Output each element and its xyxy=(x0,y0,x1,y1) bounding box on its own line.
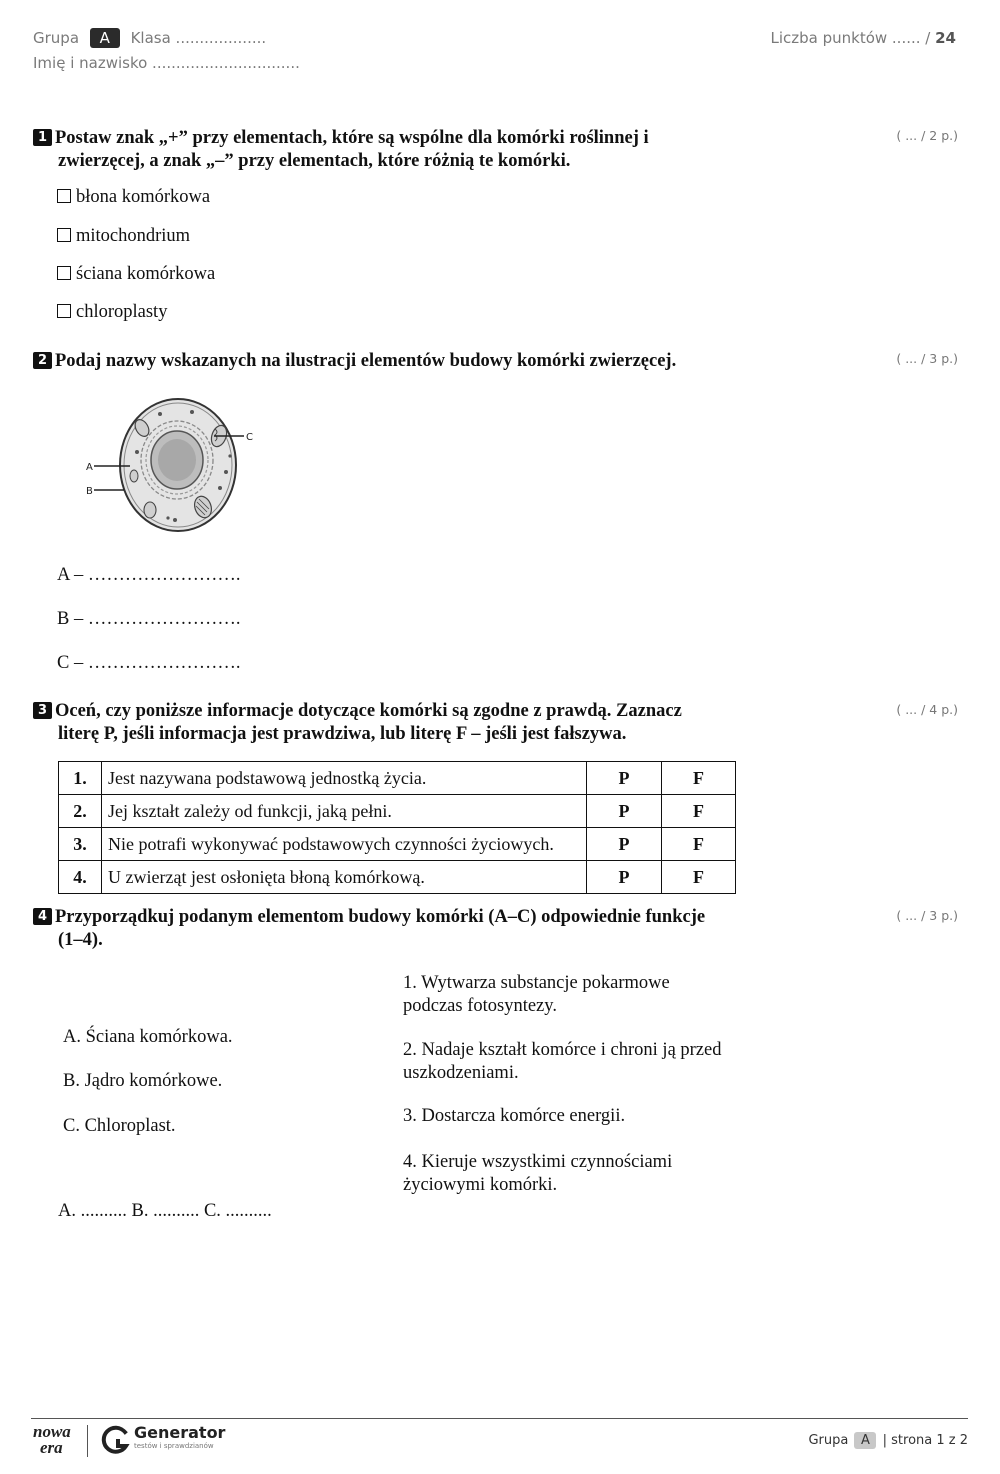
checkbox-item[interactable] xyxy=(57,264,215,285)
function-item xyxy=(403,1105,625,1128)
generator-logo-icon xyxy=(101,1424,131,1456)
table-row xyxy=(59,795,736,828)
table-row xyxy=(59,828,736,861)
question-3 xyxy=(33,700,853,746)
row-number: 4. xyxy=(59,861,102,894)
checkbox-item[interactable] xyxy=(57,226,190,247)
question-text: Podaj nazwy wskazanych na ilustracji elementów budowy komórki zwierzęcej. xyxy=(55,351,677,371)
group-badge: A xyxy=(90,28,120,48)
option-p[interactable]: P xyxy=(587,828,662,861)
header-group xyxy=(33,28,266,48)
label-c: C xyxy=(246,432,253,443)
answer-line-c[interactable]: C – ……………………. xyxy=(57,653,241,673)
row-statement: Nie potrafi wykonywać podstawowych czynności życiowych. xyxy=(102,828,587,861)
row-statement: Jest nazywana podstawową jednostką życia. xyxy=(102,762,587,795)
question-text: Oceń, czy poniższe informacje dotyczące komórki są zgodne z prawdą. Zaznacz xyxy=(55,701,682,721)
function-text: 2. Nadaje kształt komórce i chroni ją przed xyxy=(403,1040,722,1060)
group-label: Grupa xyxy=(33,29,80,47)
nowa-era-logo xyxy=(33,1424,71,1456)
option-p[interactable]: P xyxy=(587,861,662,894)
footer-group-badge: A xyxy=(854,1432,876,1449)
checkbox[interactable] xyxy=(57,189,71,203)
generator-logo-text xyxy=(134,1424,225,1451)
checkbox[interactable] xyxy=(57,304,71,318)
points-q4: ( ... / 3 p.) xyxy=(896,908,958,923)
answer-line-a[interactable]: A – ……………………. xyxy=(57,565,241,585)
option-f[interactable]: F xyxy=(662,795,736,828)
question-number: 4 xyxy=(33,908,52,925)
element-item: A. Ściana komórkowa. xyxy=(63,1027,233,1047)
row-statement: U zwierząt jest osłonięta błoną komórkową. xyxy=(102,861,587,894)
table-row xyxy=(59,762,736,795)
element-item: B. Jądro komórkowe. xyxy=(63,1071,223,1091)
generator-subtitle: testów i sprawdzianów xyxy=(134,1442,214,1450)
checkbox-item[interactable] xyxy=(57,302,167,323)
points-label: Liczba punktów ...... / xyxy=(770,29,931,47)
points-q1: ( ... / 2 p.) xyxy=(896,128,958,143)
checkbox-label: ściana komórkowa xyxy=(76,264,216,284)
function-item xyxy=(403,1151,672,1197)
question-text-line2: (1–4). xyxy=(58,930,103,950)
answer-line-b[interactable]: B – ……………………. xyxy=(57,609,241,629)
question-number: 1 xyxy=(33,129,52,146)
points-q2: ( ... / 3 p.) xyxy=(896,351,958,366)
points-total-value: 24 xyxy=(935,29,956,47)
footer-group-label: Grupa xyxy=(808,1433,849,1448)
checkbox-label: chloroplasty xyxy=(76,302,168,322)
logo-text: nowa xyxy=(33,1422,71,1441)
function-item xyxy=(403,972,670,1018)
function-text: życiowymi komórki. xyxy=(403,1175,558,1195)
points-q3: ( ... / 4 p.) xyxy=(896,702,958,717)
generator-title: Generator xyxy=(134,1423,226,1442)
function-text: uszkodzeniami. xyxy=(403,1063,519,1083)
points-total xyxy=(770,29,956,47)
function-text: 1. Wytwarza substancje pokarmowe xyxy=(403,973,670,993)
footer-page-label: | strona 1 z 2 xyxy=(882,1433,968,1448)
question-text-line2: literę P, jeśli informacja jest prawdziwa, lub literę F – jeśli jest fałszywa. xyxy=(58,724,627,744)
row-number: 1. xyxy=(59,762,102,795)
question-4 xyxy=(33,906,853,952)
row-number: 3. xyxy=(59,828,102,861)
animal-cell-illustration xyxy=(80,392,270,542)
row-number: 2. xyxy=(59,795,102,828)
footer-page-info xyxy=(808,1432,968,1449)
function-text: podczas fotosyntezy. xyxy=(403,996,557,1016)
matching-answer-line[interactable]: A. .......... B. .......... C. .......... xyxy=(58,1201,272,1221)
row-statement: Jej kształt zależy od funkcji, jaką pełni. xyxy=(102,795,587,828)
true-false-table xyxy=(58,761,736,894)
question-text: Przyporządkuj podanym elementom budowy komórki (A–C) odpowiednie funkcje xyxy=(55,907,706,927)
question-text: Postaw znak „+” przy elementach, które są wspólne dla komórki roślinnej i xyxy=(55,128,649,148)
footer-divider xyxy=(31,1418,968,1419)
checkbox-label: błona komórkowa xyxy=(76,187,211,207)
question-2 xyxy=(33,350,853,373)
question-text-line2: zwierzęcej, a znak „–” przy elementach, które różnią te komórki. xyxy=(58,151,571,171)
checkbox[interactable] xyxy=(57,228,71,242)
name-label: Imię i nazwisko ............................... xyxy=(33,54,300,72)
option-f[interactable]: F xyxy=(662,762,736,795)
question-number: 2 xyxy=(33,352,52,369)
table-row xyxy=(59,861,736,894)
question-number: 3 xyxy=(33,702,52,719)
question-1 xyxy=(33,127,853,173)
logo-text: era xyxy=(40,1438,63,1457)
label-b: B xyxy=(86,486,93,497)
logo-separator xyxy=(87,1425,88,1457)
option-p[interactable]: P xyxy=(587,795,662,828)
option-f[interactable]: F xyxy=(662,861,736,894)
checkbox[interactable] xyxy=(57,266,71,280)
function-text: 3. Dostarcza komórce energii. xyxy=(403,1106,626,1126)
checkbox-item[interactable] xyxy=(57,187,210,208)
function-text: 4. Kieruje wszystkimi czynnościami xyxy=(403,1152,673,1172)
option-f[interactable]: F xyxy=(662,828,736,861)
element-item: C. Chloroplast. xyxy=(63,1116,176,1136)
checkbox-label: mitochondrium xyxy=(76,226,191,246)
option-p[interactable]: P xyxy=(587,762,662,795)
class-label: Klasa ................... xyxy=(130,29,267,47)
function-item xyxy=(403,1039,721,1085)
label-a: A xyxy=(86,462,93,473)
